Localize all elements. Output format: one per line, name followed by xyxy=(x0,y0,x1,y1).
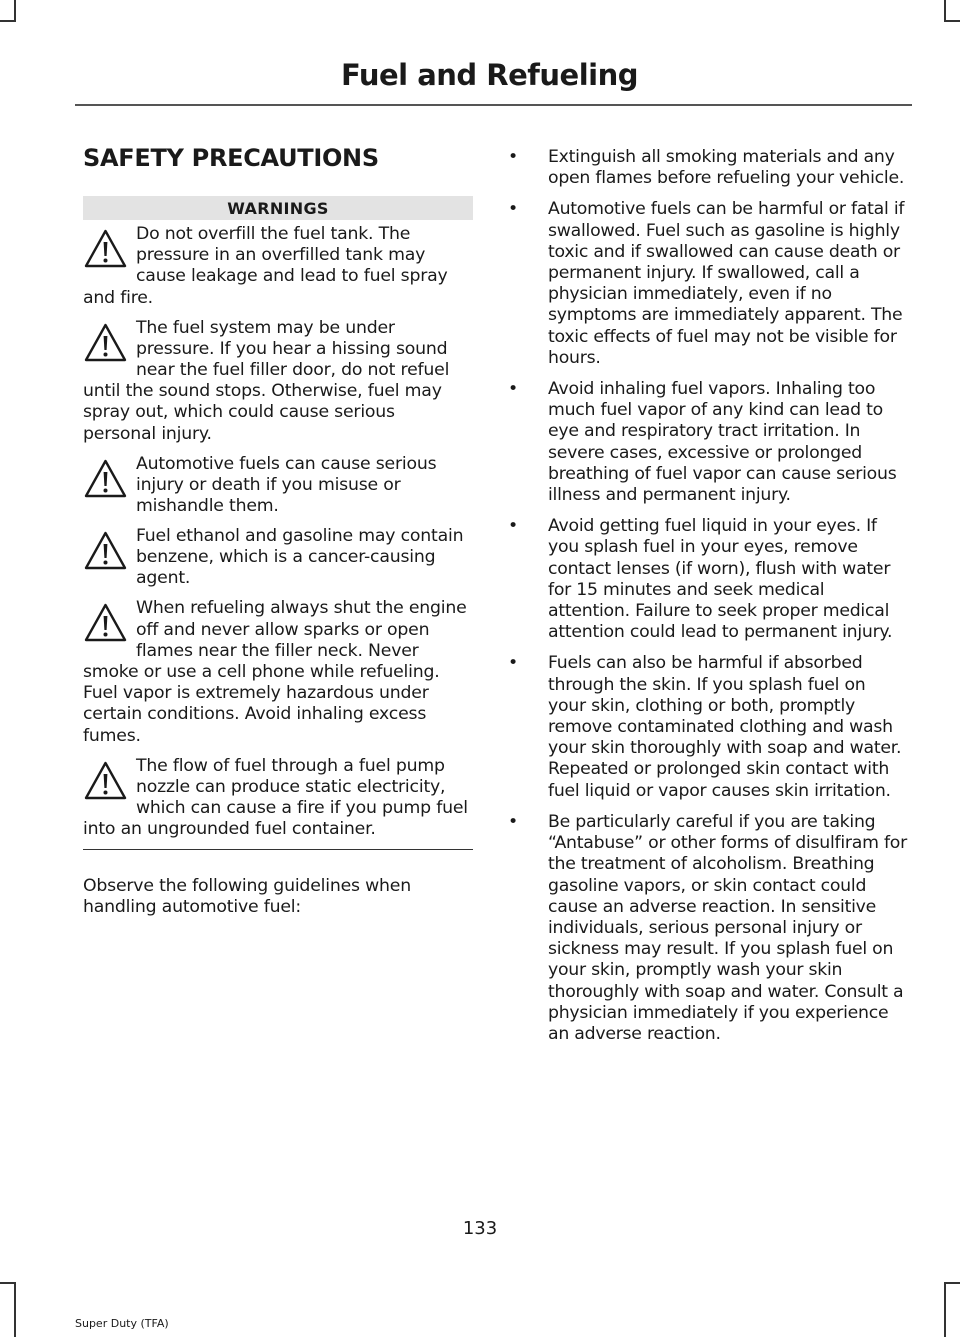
warning-triangle-icon xyxy=(83,458,128,502)
list-item xyxy=(508,812,908,1045)
warnings-list xyxy=(83,224,473,840)
list-item-text: Fuels can also be harmful if absorbed through the skin. If you splash fuel on your skin, clothing or both, promptly remove contaminated clothing and wash your skin thoroughly with soap and water. Repeated or prolonged skin contact with fuel liquid or vapor causes skin irritation. xyxy=(548,653,902,801)
section-title: SAFETY PRECAUTIONS xyxy=(83,144,379,172)
crop-mark-top-right-h xyxy=(944,20,960,22)
bullet: • xyxy=(508,653,518,674)
warnings-divider xyxy=(83,849,473,850)
crop-mark-bottom-right-v xyxy=(944,1282,946,1337)
warning-text: Fuel ethanol and gasoline may contain benzene, which is a cancer-causing agent. xyxy=(136,526,464,589)
warning-item xyxy=(83,526,473,590)
list-item xyxy=(508,379,908,506)
warning-item xyxy=(83,598,473,746)
page-header-title: Fuel and Refueling xyxy=(340,58,638,92)
warning-item xyxy=(83,756,473,841)
warning-item xyxy=(83,224,473,309)
bullet: • xyxy=(508,516,518,537)
warning-item xyxy=(83,318,473,445)
list-item-text: Be particularly careful if you are taking “Antabuse” or other forms of disulfiram for the treatment of alcoholism. Breathing gasoline vapors, or skin contact could cause an adverse reaction. In sensitive individuals, serious personal injury or sickness may result. If you splash fuel on your skin, promptly wash your skin thoroughly with soap and water. Consult a physician immediately if you experience an adverse reaction. xyxy=(548,811,907,1044)
list-item-text: Avoid getting fuel liquid in your eyes. If you splash fuel in your eyes, remove contact lenses (if worn), flush with water for 15 minutes and seek medical attention. Failure to seek proper medical attention could lead to permanent injury. xyxy=(548,516,893,643)
footer-label: Super Duty (TFA) xyxy=(75,1317,169,1330)
right-column xyxy=(508,147,908,1055)
crop-mark-top-right-v xyxy=(944,0,946,22)
left-column xyxy=(83,140,473,919)
list-item xyxy=(508,653,908,801)
header-divider xyxy=(75,104,912,106)
guidelines-list xyxy=(508,147,908,1045)
warning-text: When refueling always shut the engine off and never allow sparks or open flames near the filler neck. Never smoke or use a cell phone while refueling. Fuel vapor is extremely hazardous under certain conditions. Avoid inhaling excess fumes. xyxy=(83,598,467,746)
list-item xyxy=(508,199,908,369)
warning-triangle-icon xyxy=(83,760,128,804)
crop-mark-bottom-left-v xyxy=(14,1282,16,1337)
page-number: 133 xyxy=(462,1218,498,1239)
bullet: • xyxy=(508,147,518,167)
intro-paragraph: Observe the following guidelines when handling automotive fuel: xyxy=(83,876,411,918)
list-item xyxy=(508,147,908,189)
crop-mark-bottom-right-h xyxy=(944,1282,960,1284)
warning-triangle-icon xyxy=(83,530,128,574)
warning-triangle-icon xyxy=(83,322,128,366)
crop-mark-bottom-left-h xyxy=(0,1282,16,1284)
crop-mark-top-left-v xyxy=(14,0,16,22)
warning-item xyxy=(83,454,473,518)
warning-text: The flow of fuel through a fuel pump nozzle can produce static electricity, which can cause a fire if you pump fuel into an ungrounded fuel container. xyxy=(83,755,468,840)
warning-text: The fuel system may be under pressure. If you hear a hissing sound near the fuel filler door, do not refuel until the sound stops. Otherwise, fuel may spray out, which could cause serious personal injury. xyxy=(83,317,450,444)
list-item-text: Extinguish all smoking materials and any open flames before refueling your vehicle. xyxy=(548,147,905,189)
list-item-text: Automotive fuels can be harmful or fatal if swallowed. Fuel such as gasoline is highly toxic and if swallowed can cause death or permanent injury. If swallowed, call a physician immediately, even if no symptoms are immediately apparent. The toxic effects of fuel may not be visible for hours. xyxy=(548,199,905,368)
warning-text: Automotive fuels can cause serious injury or death if you misuse or mishandle them. xyxy=(136,453,437,517)
warnings-header: WARNINGS xyxy=(83,196,473,220)
bullet: • xyxy=(508,379,518,400)
bullet: • xyxy=(508,811,518,832)
bullet: • xyxy=(508,199,518,220)
warning-triangle-icon xyxy=(83,228,128,272)
list-item-text: Avoid inhaling fuel vapors. Inhaling too much fuel vapor of any kind can lead to eye and respiratory tract irritation. In severe cases, excessive or prolonged breathing of fuel vapor can cause serious illness and permanent injury. xyxy=(548,379,897,506)
crop-mark-top-left-h xyxy=(0,20,16,22)
list-item xyxy=(508,516,908,643)
warning-triangle-icon xyxy=(83,602,128,646)
warning-text: Do not overfill the fuel tank. The pressure in an overfilled tank may cause leakage and lead to fuel spray and fire. xyxy=(83,224,448,308)
